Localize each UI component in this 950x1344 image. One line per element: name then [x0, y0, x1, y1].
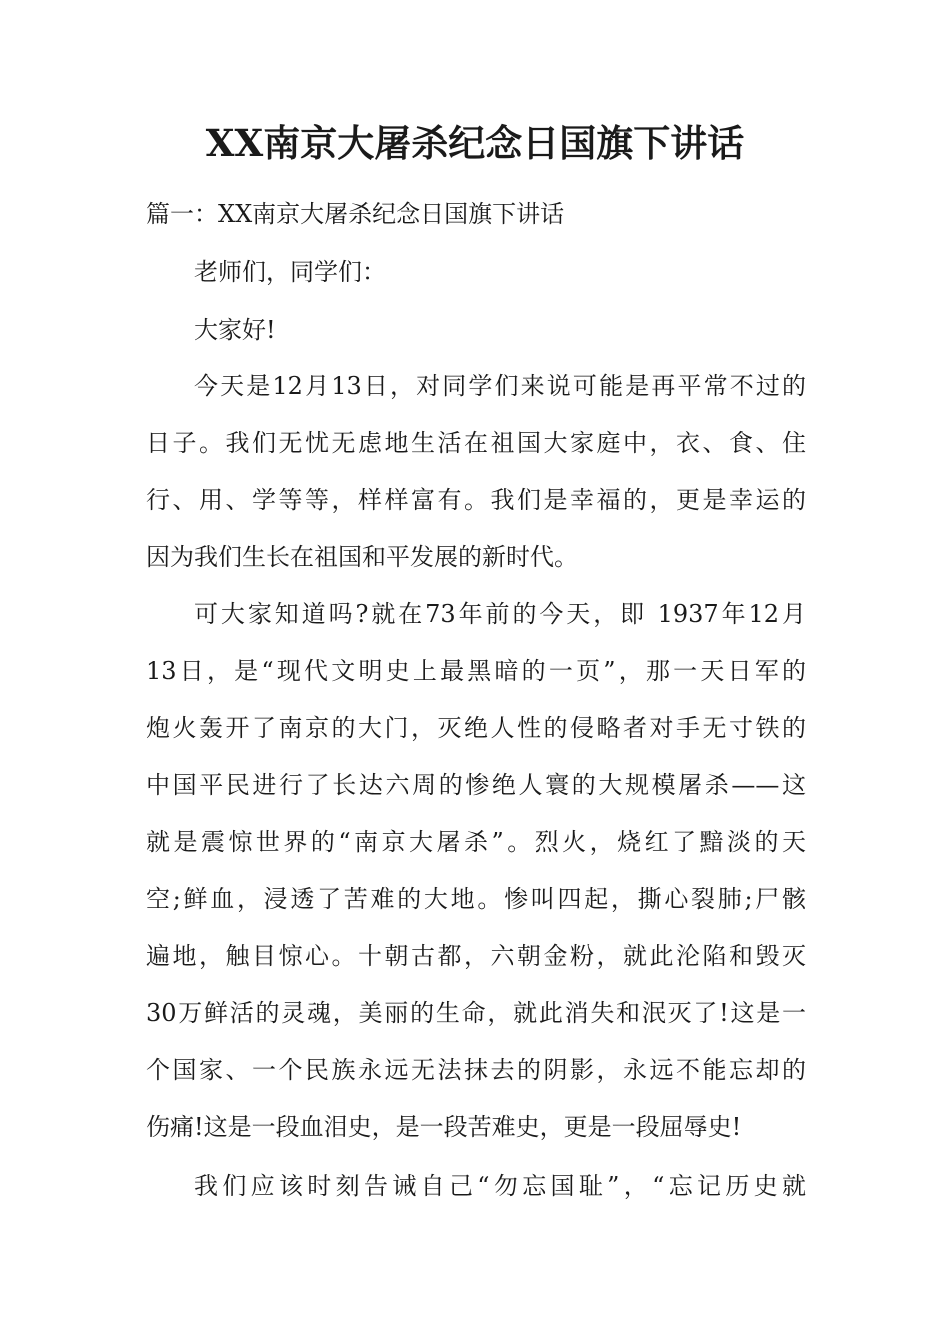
greeting: 大家好! — [194, 316, 276, 344]
salutation: 老师们，同学们： — [194, 258, 386, 286]
paragraph-line: 日子。我们无忧无虑地生活在祖国大家庭中，衣、食、住 — [146, 429, 806, 457]
paragraph-line: 13日，是“现代文明史上最黑暗的一页”，那一天日军的 — [146, 657, 806, 685]
paragraph-line: 炮火轰开了南京的大门，灭绝人性的侵略者对手无寸铁的 — [146, 714, 806, 742]
paragraph-line: 今天是12月13日，对同学们来说可能是再平常不过的 — [194, 372, 806, 400]
paragraph-line: 就是震惊世界的“南京大屠杀”。烈火，烧红了黯淡的天 — [146, 828, 806, 856]
paragraph-line: 中国平民进行了长达六周的惨绝人寰的大规模屠杀——这 — [146, 771, 806, 799]
paragraph-line: 我们应该时刻告诫自己“勿忘国耻”，“忘记历史就 — [194, 1172, 806, 1200]
paragraph-line: 行、用、学等等，样样富有。我们是幸福的，更是幸运的 — [146, 486, 806, 514]
paragraph-line: 30万鲜活的灵魂，美丽的生命，就此消失和泯灭了!这是一 — [146, 999, 806, 1027]
document-title: XX南京大屠杀纪念日国旗下讲话 — [205, 121, 745, 165]
paragraph-line: 可大家知道吗?就在73年前的今天，即 1937年12月 — [194, 600, 806, 628]
paragraph-line: 遍地，触目惊心。十朝古都，六朝金粉，就此沦陷和毁灭 — [146, 942, 806, 970]
paragraph-line: 空;鲜血，浸透了苦难的大地。惨叫四起，撕心裂肺;尸骸 — [146, 885, 806, 913]
paragraph-line: 个国家、一个民族永远无法抹去的阴影，永远不能忘却的 — [146, 1056, 806, 1084]
paragraph-line: 因为我们生长在祖国和平发展的新时代。 — [146, 543, 578, 571]
paragraph-line: 伤痛!这是一段血泪史，是一段苦难史，更是一段屈辱史! — [146, 1113, 742, 1141]
document-subtitle: 篇一：XX南京大屠杀纪念日国旗下讲话 — [146, 200, 565, 228]
